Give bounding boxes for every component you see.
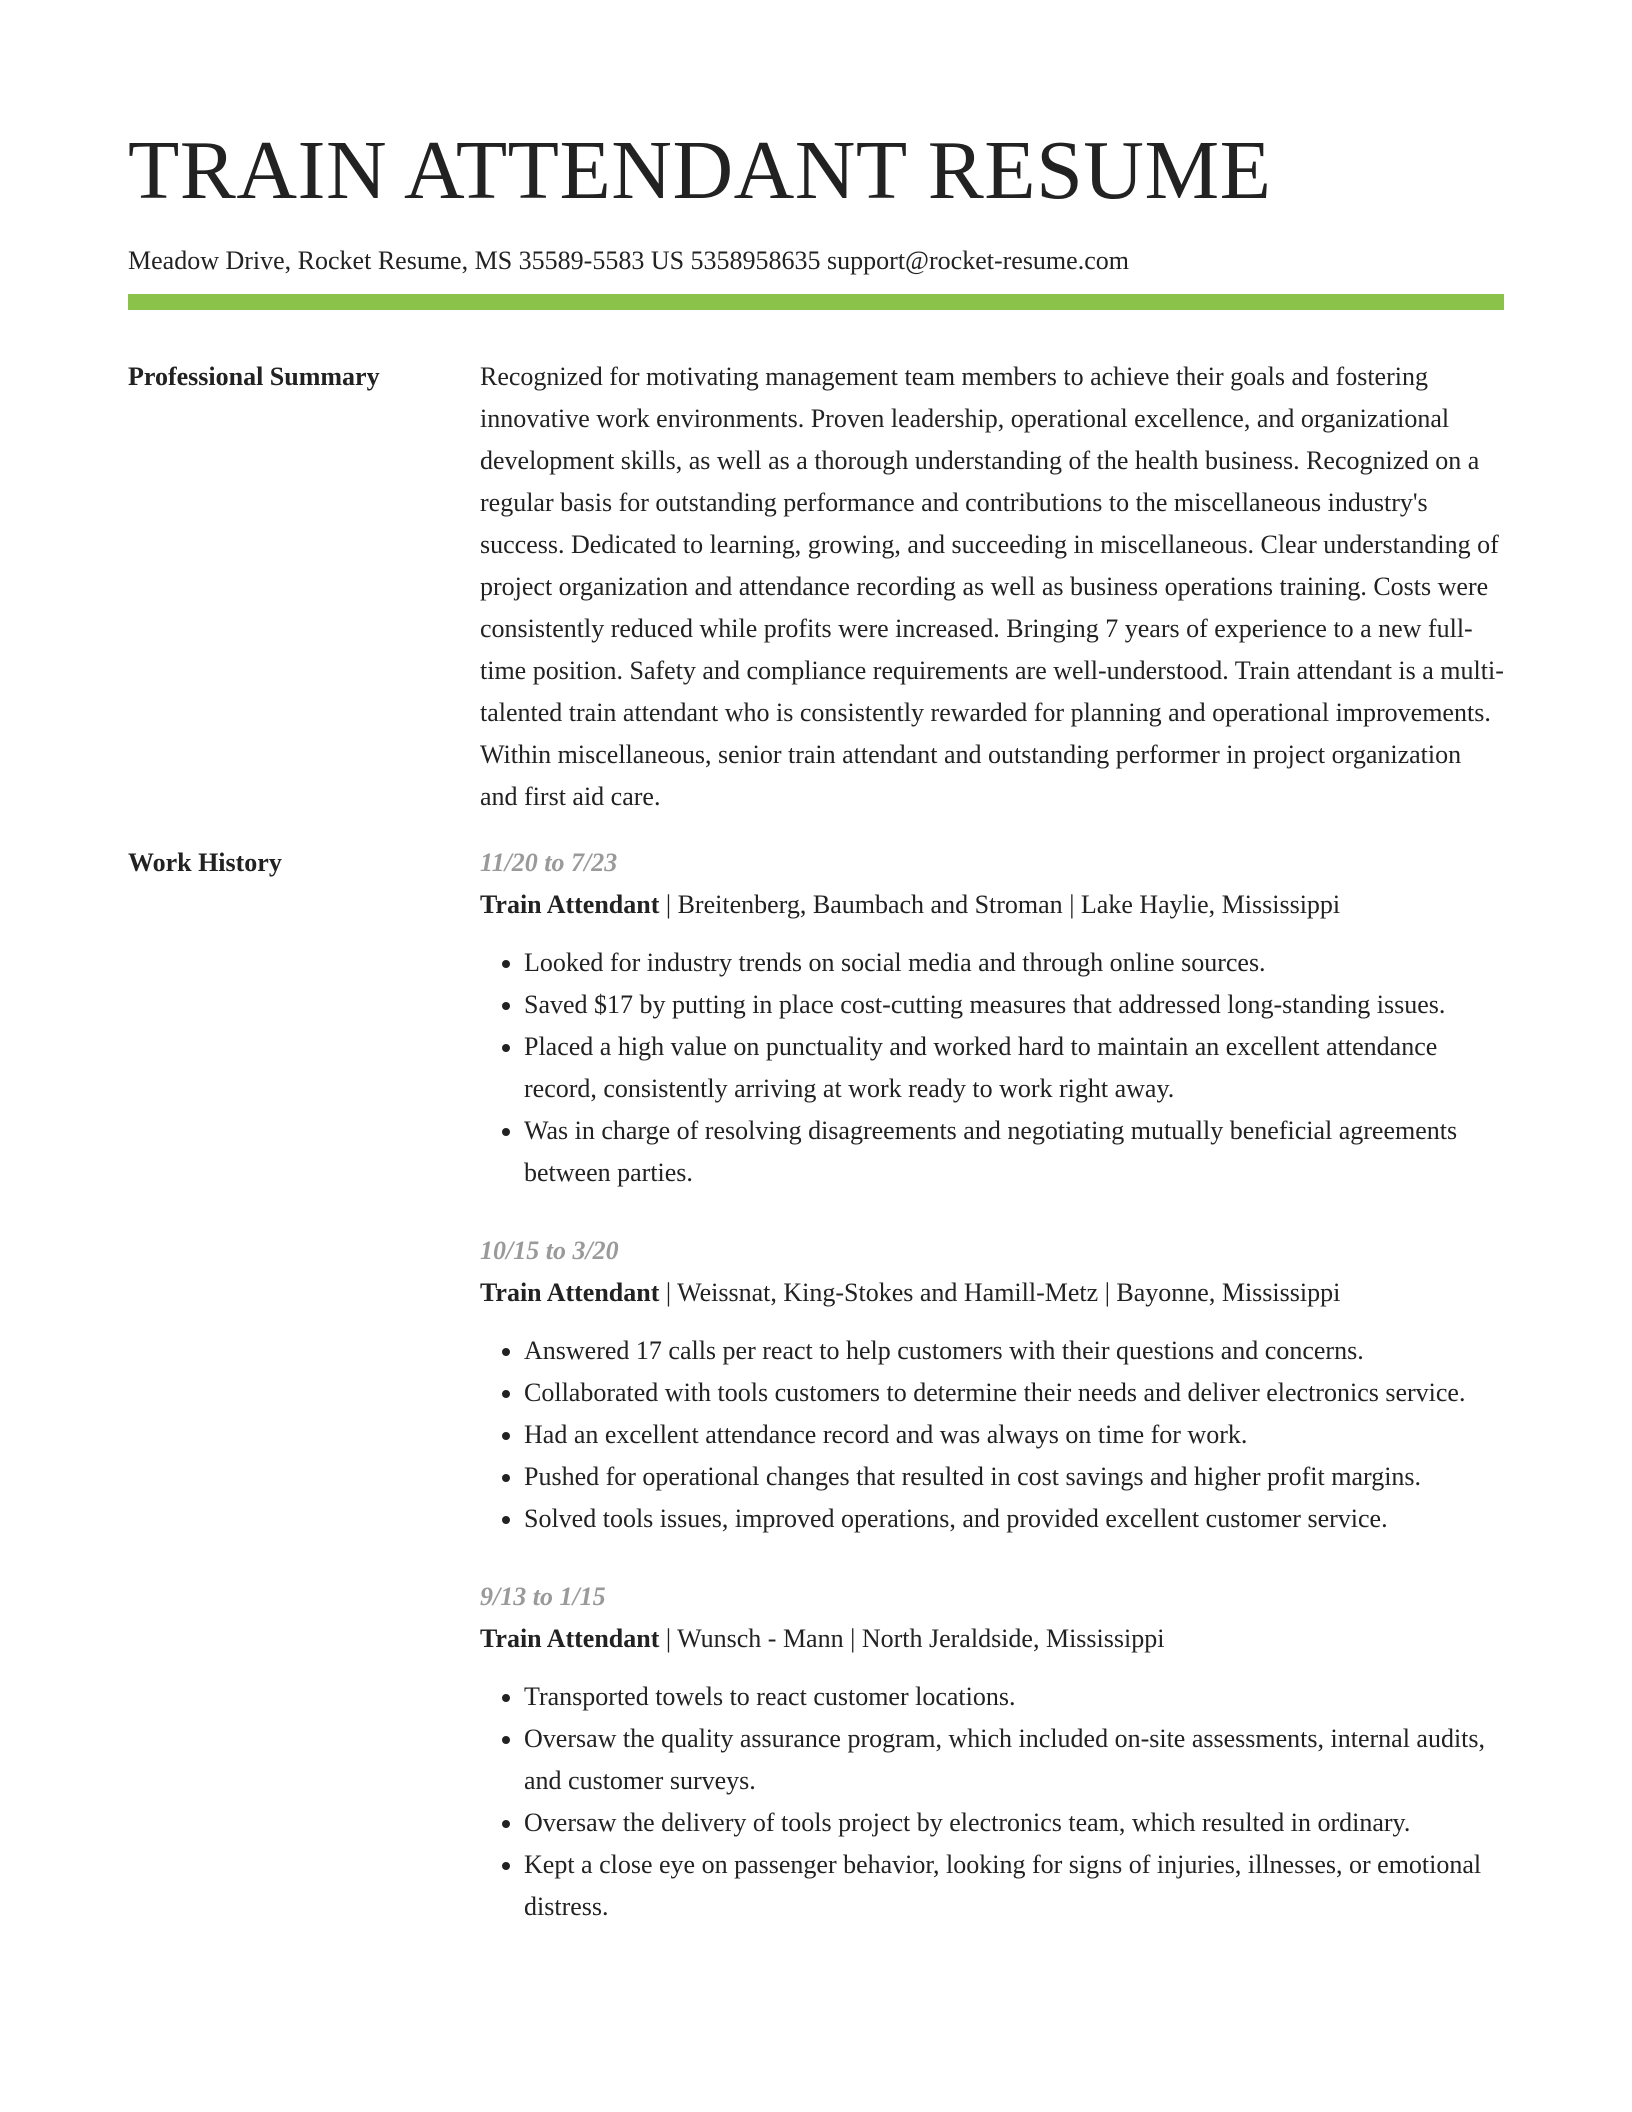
work-history-section (128, 842, 1504, 1928)
job-title: Train Attendant (480, 1624, 660, 1653)
contact-info: Meadow Drive, Rocket Resume, MS 35589-5583 US 5358958635 support@rocket-resume.com (128, 246, 1129, 275)
separator: | (1098, 1278, 1117, 1307)
job-dates: 9/13 to 1/15 (480, 1582, 606, 1611)
separator: | (659, 1278, 678, 1307)
job-heading (480, 1618, 1504, 1660)
job-heading (480, 884, 1504, 926)
separator: | (659, 890, 678, 919)
job-duty-item: • Oversaw the quality assurance program, which included on-site assessments, internal audits, and customer surveys. (524, 1718, 1504, 1802)
job-duty-item: • Placed a high value on punctuality and worked hard to maintain an excellent attendance record, consistently arriving at work ready to work right away. (524, 1026, 1504, 1110)
job-entry (480, 1576, 1504, 1928)
job-entry (480, 842, 1504, 1194)
resume-title: TRAIN ATTENDANT RESUME (128, 124, 1272, 217)
job-duty-item: • Collaborated with tools customers to determine their needs and deliver electronics service. (524, 1372, 1504, 1414)
job-location: Lake Haylie, Mississippi (1080, 890, 1341, 919)
header-divider (128, 294, 1504, 310)
resume-page (128, 0, 1504, 1964)
job-duty-item: • Had an excellent attendance record and was always on time for work. (524, 1414, 1504, 1456)
job-duties-list (480, 1330, 1504, 1540)
separator: | (843, 1624, 862, 1653)
job-entry (480, 1230, 1504, 1540)
job-duties-list (480, 942, 1504, 1194)
section-heading-professional-summary: Professional Summary (128, 362, 380, 391)
job-location: Bayonne, Mississippi (1116, 1278, 1341, 1307)
job-duty-item: • Saved $17 by putting in place cost-cutting measures that addressed long-standing issues. (524, 984, 1504, 1026)
job-duties-list (480, 1676, 1504, 1928)
job-heading (480, 1272, 1504, 1314)
separator: | (659, 1624, 678, 1653)
separator: | (1062, 890, 1081, 919)
job-duty-item: • Solved tools issues, improved operations, and provided excellent customer service. (524, 1498, 1504, 1540)
job-duty-item: • Looked for industry trends on social media and through online sources. (524, 942, 1504, 984)
job-duty-item: • Transported towels to react customer locations. (524, 1676, 1504, 1718)
job-duty-item: • Answered 17 calls per react to help customers with their questions and concerns. (524, 1330, 1504, 1372)
section-heading-work-history: Work History (128, 848, 282, 877)
job-duty-item: • Oversaw the delivery of tools project by electronics team, which resulted in ordinary. (524, 1802, 1504, 1844)
professional-summary-section (128, 356, 1504, 818)
job-location: North Jeraldside, Mississippi (861, 1624, 1165, 1653)
job-company: Breitenberg, Baumbach and Stroman (677, 890, 1063, 919)
job-company: Wunsch - Mann (677, 1624, 844, 1653)
job-dates: 10/15 to 3/20 (480, 1236, 619, 1265)
job-duty-item: • Kept a close eye on passenger behavior, looking for signs of injuries, illnesses, or emotional distress. (524, 1844, 1504, 1928)
job-dates: 11/20 to 7/23 (480, 848, 618, 877)
job-title: Train Attendant (480, 890, 660, 919)
job-company: Weissnat, King-Stokes and Hamill-Metz (677, 1278, 1099, 1307)
job-title: Train Attendant (480, 1278, 660, 1307)
job-duty-item: • Pushed for operational changes that resulted in cost savings and higher profit margins. (524, 1456, 1504, 1498)
job-duty-item: • Was in charge of resolving disagreements and negotiating mutually beneficial agreements between parties. (524, 1110, 1504, 1194)
professional-summary-text: Recognized for motivating management team members to achieve their goals and fostering innovative work environments. Proven leadership, operational excellence, and organizational development skills, as well as a thorough understanding of the health business. Recognized on a regular basis for outstanding performance and contributions to the miscellaneous industry's success. Dedicated to learning, growing, and succeeding in miscellaneous. Clear understanding of project organization and attendance recording as well as business operations training. Costs were consistently reduced while profits were increased. Bringing 7 years of experience to a new full-time position. Safety and compliance requirements are well-understood. Train attendant is a multi-talented train attendant who is consistently rewarded for planning and operational improvements. Within miscellaneous, senior train attendant and outstanding performer in project organization and first aid care. (480, 362, 1504, 811)
